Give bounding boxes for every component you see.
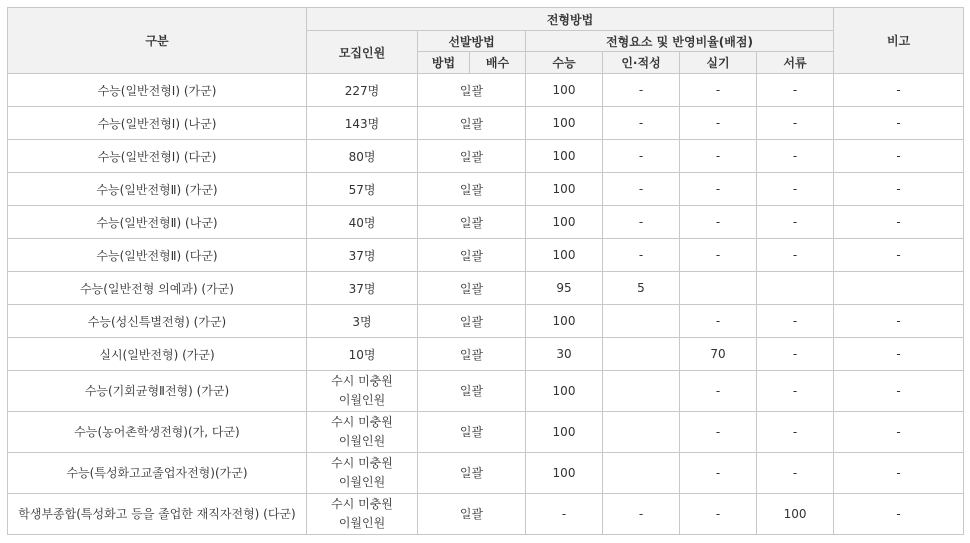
cell-category: 수능(일반전형Ⅱ) (가군) <box>8 173 307 206</box>
cell-recruitment: 57명 <box>307 173 418 206</box>
header-method: 방법 <box>418 52 470 74</box>
cell-practical: - <box>680 140 757 173</box>
cell-method: 일괄 <box>418 494 526 535</box>
table-row <box>8 453 964 494</box>
cell-recruitment: 10명 <box>307 338 418 371</box>
header-category: 구분 <box>8 8 307 74</box>
cell-remarks: - <box>834 371 964 412</box>
header-selection-method: 선발방법 <box>418 31 526 52</box>
cell-category: 학생부종합(특성화고 등을 졸업한 재직자전형) (다군) <box>8 494 307 535</box>
header-factors-ratio: 전형요소 및 반영비율(배점) <box>526 31 834 52</box>
header-aptitude: 인·적성 <box>603 52 680 74</box>
cell-recruitment: 수시 미충원 이월인원 <box>307 453 418 494</box>
cell-documents: - <box>757 239 834 272</box>
cell-documents: - <box>757 371 834 412</box>
cell-suneung: - <box>526 494 603 535</box>
cell-documents: - <box>757 453 834 494</box>
cell-method: 일괄 <box>418 412 526 453</box>
cell-practical <box>680 272 757 305</box>
cell-aptitude: - <box>603 239 680 272</box>
cell-documents: - <box>757 206 834 239</box>
header-multiple: 배수 <box>470 52 526 74</box>
table-row <box>8 107 964 140</box>
admissions-table-container <box>7 7 964 535</box>
cell-category: 실시(일반전형) (가군) <box>8 338 307 371</box>
cell-method: 일괄 <box>418 206 526 239</box>
cell-recruitment: 37명 <box>307 239 418 272</box>
table-row <box>8 140 964 173</box>
cell-suneung: 100 <box>526 453 603 494</box>
cell-remarks: - <box>834 140 964 173</box>
cell-suneung: 100 <box>526 74 603 107</box>
cell-aptitude: - <box>603 107 680 140</box>
cell-practical: - <box>680 239 757 272</box>
cell-category: 수능(일반전형Ⅰ) (다군) <box>8 140 307 173</box>
header-suneung: 수능 <box>526 52 603 74</box>
header-remarks: 비고 <box>834 8 964 74</box>
cell-recruitment: 3명 <box>307 305 418 338</box>
cell-remarks: - <box>834 453 964 494</box>
header-documents: 서류 <box>757 52 834 74</box>
cell-recruitment: 143명 <box>307 107 418 140</box>
cell-recruitment: 수시 미충원 이월인원 <box>307 412 418 453</box>
cell-documents: - <box>757 412 834 453</box>
table-row <box>8 239 964 272</box>
cell-documents <box>757 272 834 305</box>
cell-method: 일괄 <box>418 107 526 140</box>
cell-documents: 100 <box>757 494 834 535</box>
cell-aptitude <box>603 305 680 338</box>
cell-remarks: - <box>834 107 964 140</box>
cell-suneung: 100 <box>526 305 603 338</box>
cell-method: 일괄 <box>418 371 526 412</box>
table-row <box>8 412 964 453</box>
cell-recruitment: 37명 <box>307 272 418 305</box>
cell-documents: - <box>757 140 834 173</box>
cell-aptitude <box>603 338 680 371</box>
cell-category: 수능(특성화고교졸업자전형)(가군) <box>8 453 307 494</box>
cell-remarks: - <box>834 338 964 371</box>
cell-category: 수능(일반전형Ⅰ) (나군) <box>8 107 307 140</box>
cell-practical: - <box>680 412 757 453</box>
cell-remarks: - <box>834 173 964 206</box>
cell-method: 일괄 <box>418 305 526 338</box>
cell-suneung: 100 <box>526 173 603 206</box>
admissions-table <box>7 7 964 535</box>
cell-method: 일괄 <box>418 453 526 494</box>
cell-suneung: 100 <box>526 206 603 239</box>
cell-method: 일괄 <box>418 74 526 107</box>
table-row <box>8 338 964 371</box>
cell-aptitude <box>603 371 680 412</box>
cell-suneung: 95 <box>526 272 603 305</box>
cell-recruitment: 수시 미충원 이월인원 <box>307 371 418 412</box>
cell-method: 일괄 <box>418 239 526 272</box>
cell-suneung: 100 <box>526 107 603 140</box>
cell-aptitude <box>603 412 680 453</box>
cell-practical: 70 <box>680 338 757 371</box>
cell-category: 수능(성신특별전형) (가군) <box>8 305 307 338</box>
cell-category: 수능(일반전형Ⅰ) (가군) <box>8 74 307 107</box>
cell-aptitude: - <box>603 173 680 206</box>
header-method-group: 전형방법 <box>307 8 834 31</box>
cell-documents: - <box>757 107 834 140</box>
cell-category: 수능(일반전형Ⅱ) (다군) <box>8 239 307 272</box>
cell-recruitment: 수시 미충원 이월인원 <box>307 494 418 535</box>
cell-remarks <box>834 272 964 305</box>
cell-remarks: - <box>834 239 964 272</box>
table-row <box>8 494 964 535</box>
cell-documents: - <box>757 338 834 371</box>
cell-category: 수능(기회균형Ⅱ전형) (가군) <box>8 371 307 412</box>
table-row <box>8 206 964 239</box>
table-row <box>8 272 964 305</box>
cell-practical: - <box>680 305 757 338</box>
cell-aptitude: - <box>603 206 680 239</box>
table-row <box>8 371 964 412</box>
cell-method: 일괄 <box>418 140 526 173</box>
cell-practical: - <box>680 107 757 140</box>
header-recruitment: 모집인원 <box>307 31 418 74</box>
cell-documents: - <box>757 74 834 107</box>
cell-suneung: 100 <box>526 412 603 453</box>
cell-suneung: 30 <box>526 338 603 371</box>
cell-suneung: 100 <box>526 371 603 412</box>
cell-suneung: 100 <box>526 239 603 272</box>
cell-remarks: - <box>834 305 964 338</box>
cell-suneung: 100 <box>526 140 603 173</box>
cell-practical: - <box>680 206 757 239</box>
table-row <box>8 305 964 338</box>
cell-practical: - <box>680 494 757 535</box>
cell-aptitude: 5 <box>603 272 680 305</box>
cell-aptitude: - <box>603 140 680 173</box>
cell-aptitude: - <box>603 494 680 535</box>
cell-documents: - <box>757 305 834 338</box>
cell-method: 일괄 <box>418 173 526 206</box>
cell-remarks: - <box>834 74 964 107</box>
cell-remarks: - <box>834 494 964 535</box>
table-row <box>8 74 964 107</box>
cell-practical: - <box>680 371 757 412</box>
cell-category: 수능(일반전형Ⅱ) (나군) <box>8 206 307 239</box>
cell-category: 수능(일반전형 의예과) (가군) <box>8 272 307 305</box>
header-practical: 실기 <box>680 52 757 74</box>
cell-aptitude <box>603 453 680 494</box>
cell-method: 일괄 <box>418 338 526 371</box>
cell-recruitment: 40명 <box>307 206 418 239</box>
table-row <box>8 173 964 206</box>
cell-documents: - <box>757 173 834 206</box>
cell-practical: - <box>680 453 757 494</box>
cell-method: 일괄 <box>418 272 526 305</box>
cell-category: 수능(농어촌학생전형)(가, 다군) <box>8 412 307 453</box>
cell-remarks: - <box>834 412 964 453</box>
cell-aptitude: - <box>603 74 680 107</box>
cell-practical: - <box>680 173 757 206</box>
cell-remarks: - <box>834 206 964 239</box>
cell-recruitment: 227명 <box>307 74 418 107</box>
cell-practical: - <box>680 74 757 107</box>
cell-recruitment: 80명 <box>307 140 418 173</box>
